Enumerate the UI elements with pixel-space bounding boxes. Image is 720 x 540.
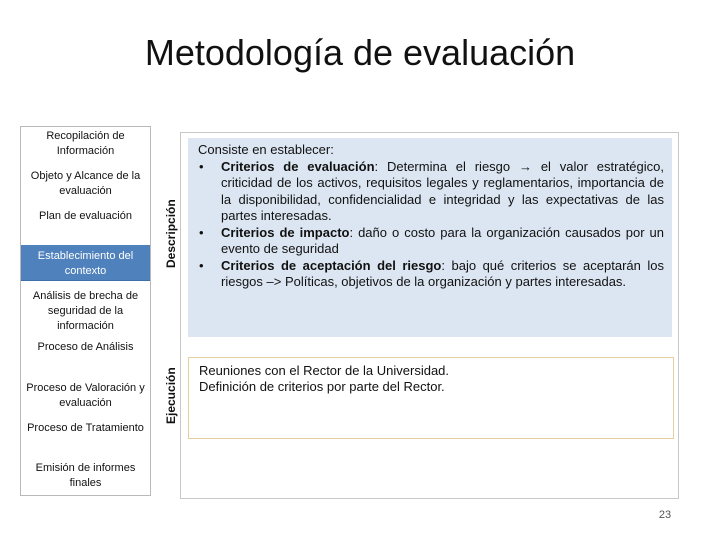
execution-line: Definición de criterios por parte del Rector. (199, 379, 445, 394)
step-plan-evaluacion: Plan de evaluación (39, 210, 132, 222)
process-steps-panel (20, 126, 151, 496)
step-proceso-analisis: Proceso de Análisis (37, 341, 134, 353)
ejecucion-phase-label: Ejecución (164, 367, 178, 424)
slide-title: Metodología de evaluación (144, 32, 576, 73)
bullet-icon: • (199, 257, 204, 273)
execution-box (188, 357, 674, 439)
descripcion-phase-label: Descripción (164, 199, 178, 268)
execution-line: Reuniones con el Rector de la Universidad. (199, 363, 450, 378)
criteria-term: Criterios de evaluación (221, 158, 375, 174)
criteria-text: : Determina el riesgo → el valor estratégico, criticidad de los activos, requisitos legales y reglamentarios, importancia de la disponibilidad, confidencialidad e integridad y las expectativas de las partes interesadas. (221, 158, 664, 223)
criteria-text: : daño o costo para la organización causados por un evento de seguridad (221, 224, 664, 256)
step-establecimiento-contexto-active: Establecimiento del contexto (21, 245, 150, 281)
step-emision-informes: Emisión de informes finales (35, 462, 136, 489)
step-valoracion-evaluacion: Proceso de Valoración y evaluación (26, 382, 145, 409)
criteria-item (198, 225, 664, 258)
description-box (188, 138, 672, 337)
step-recopilacion: Recopilación de Información (46, 130, 125, 157)
criteria-term: Criterios de impacto (221, 224, 350, 240)
step-tratamiento: Proceso de Tratamiento (27, 422, 144, 434)
criteria-item (198, 258, 664, 291)
page-number: 23 (658, 509, 672, 521)
step-analisis-brecha: Análisis de brecha de seguridad de la información (32, 290, 139, 332)
bullet-icon: • (199, 158, 204, 174)
criteria-item (198, 159, 664, 225)
description-intro: Consiste en establecer: (198, 142, 334, 157)
criteria-term: Criterios de aceptación del riesgo (221, 257, 442, 273)
step-objeto-alcance: Objeto y Alcance de la evaluación (30, 170, 141, 197)
criteria-text: : bajo qué criterios se aceptarán los riesgos –> Políticas, objetivos de la organización y partes interesadas. (221, 257, 664, 289)
bullet-icon: • (199, 224, 204, 240)
